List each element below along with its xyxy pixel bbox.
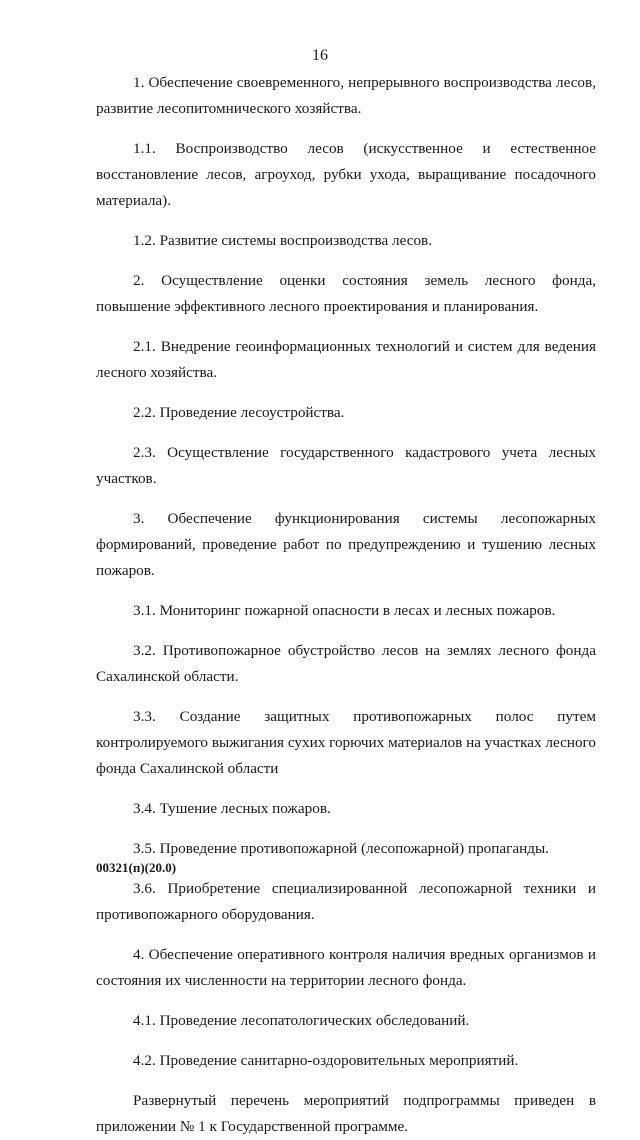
paragraph: 1.2. Развитие системы воспроизводства лесов.: [133, 232, 433, 249]
paragraph: 4. Обеспечение оперативного контроля наличия вредных организмов и состояния их численности на территории лесного фонда.: [96, 946, 596, 989]
document-code: 00321(п)(20.0): [96, 860, 177, 875]
paragraph: 3.3. Создание защитных противопожарных полос путем контролируемого выжигания сухих горючих материалов на участках лесного фонда Сахалинской области: [96, 708, 596, 777]
paragraph: 1.1. Воспроизводство лесов (искусственное и естественное восстановление лесов, агроуход, рубки ухода, выращивание посадочного материала).: [96, 140, 596, 209]
paragraph: 2.3. Осуществление государственного кадастрового учета лесных участков.: [96, 444, 596, 487]
paragraph: 2.1. Внедрение геоинформационных технологий и систем для ведения лесного хозяйства.: [96, 338, 596, 381]
paragraph: 3.2. Противопожарное обустройство лесов на землях лесного фонда Сахалинской области.: [96, 642, 596, 685]
paragraph: 3. Обеспечение функционирования системы лесопожарных формирований, проведение работ по предупреждению и тушению лесных пожаров.: [96, 510, 596, 579]
paragraph: Развернутый перечень мероприятий подпрограммы приведен в приложении № 1 к Государственной программе.: [96, 1092, 596, 1135]
paragraph: 3.4. Тушение лесных пожаров.: [133, 800, 331, 817]
paragraph: 3.6. Приобретение специализированной лесопожарной техники и противопожарного оборудования.: [96, 880, 596, 923]
page-number: 16: [312, 47, 328, 64]
paragraph: 1. Обеспечение своевременного, непрерывного воспроизводства лесов, развитие лесопитомнического хозяйства.: [96, 74, 596, 117]
paragraph: 2. Осуществление оценки состояния земель лесного фонда, повышение эффективного лесного проектирования и планирования.: [96, 272, 596, 315]
document-body: [96, 70, 596, 1140]
paragraph: 4.2. Проведение санитарно-оздоровительных мероприятий.: [133, 1052, 519, 1069]
paragraph: 3.5. Проведение противопожарной (лесопожарной) пропаганды.: [133, 840, 549, 857]
paragraph: 2.2. Проведение лесоустройства.: [133, 404, 345, 421]
paragraph: 3.1. Мониторинг пожарной опасности в лесах и лесных пожаров.: [133, 602, 556, 619]
paragraph: 4.1. Проведение лесопатологических обследований.: [133, 1012, 470, 1029]
